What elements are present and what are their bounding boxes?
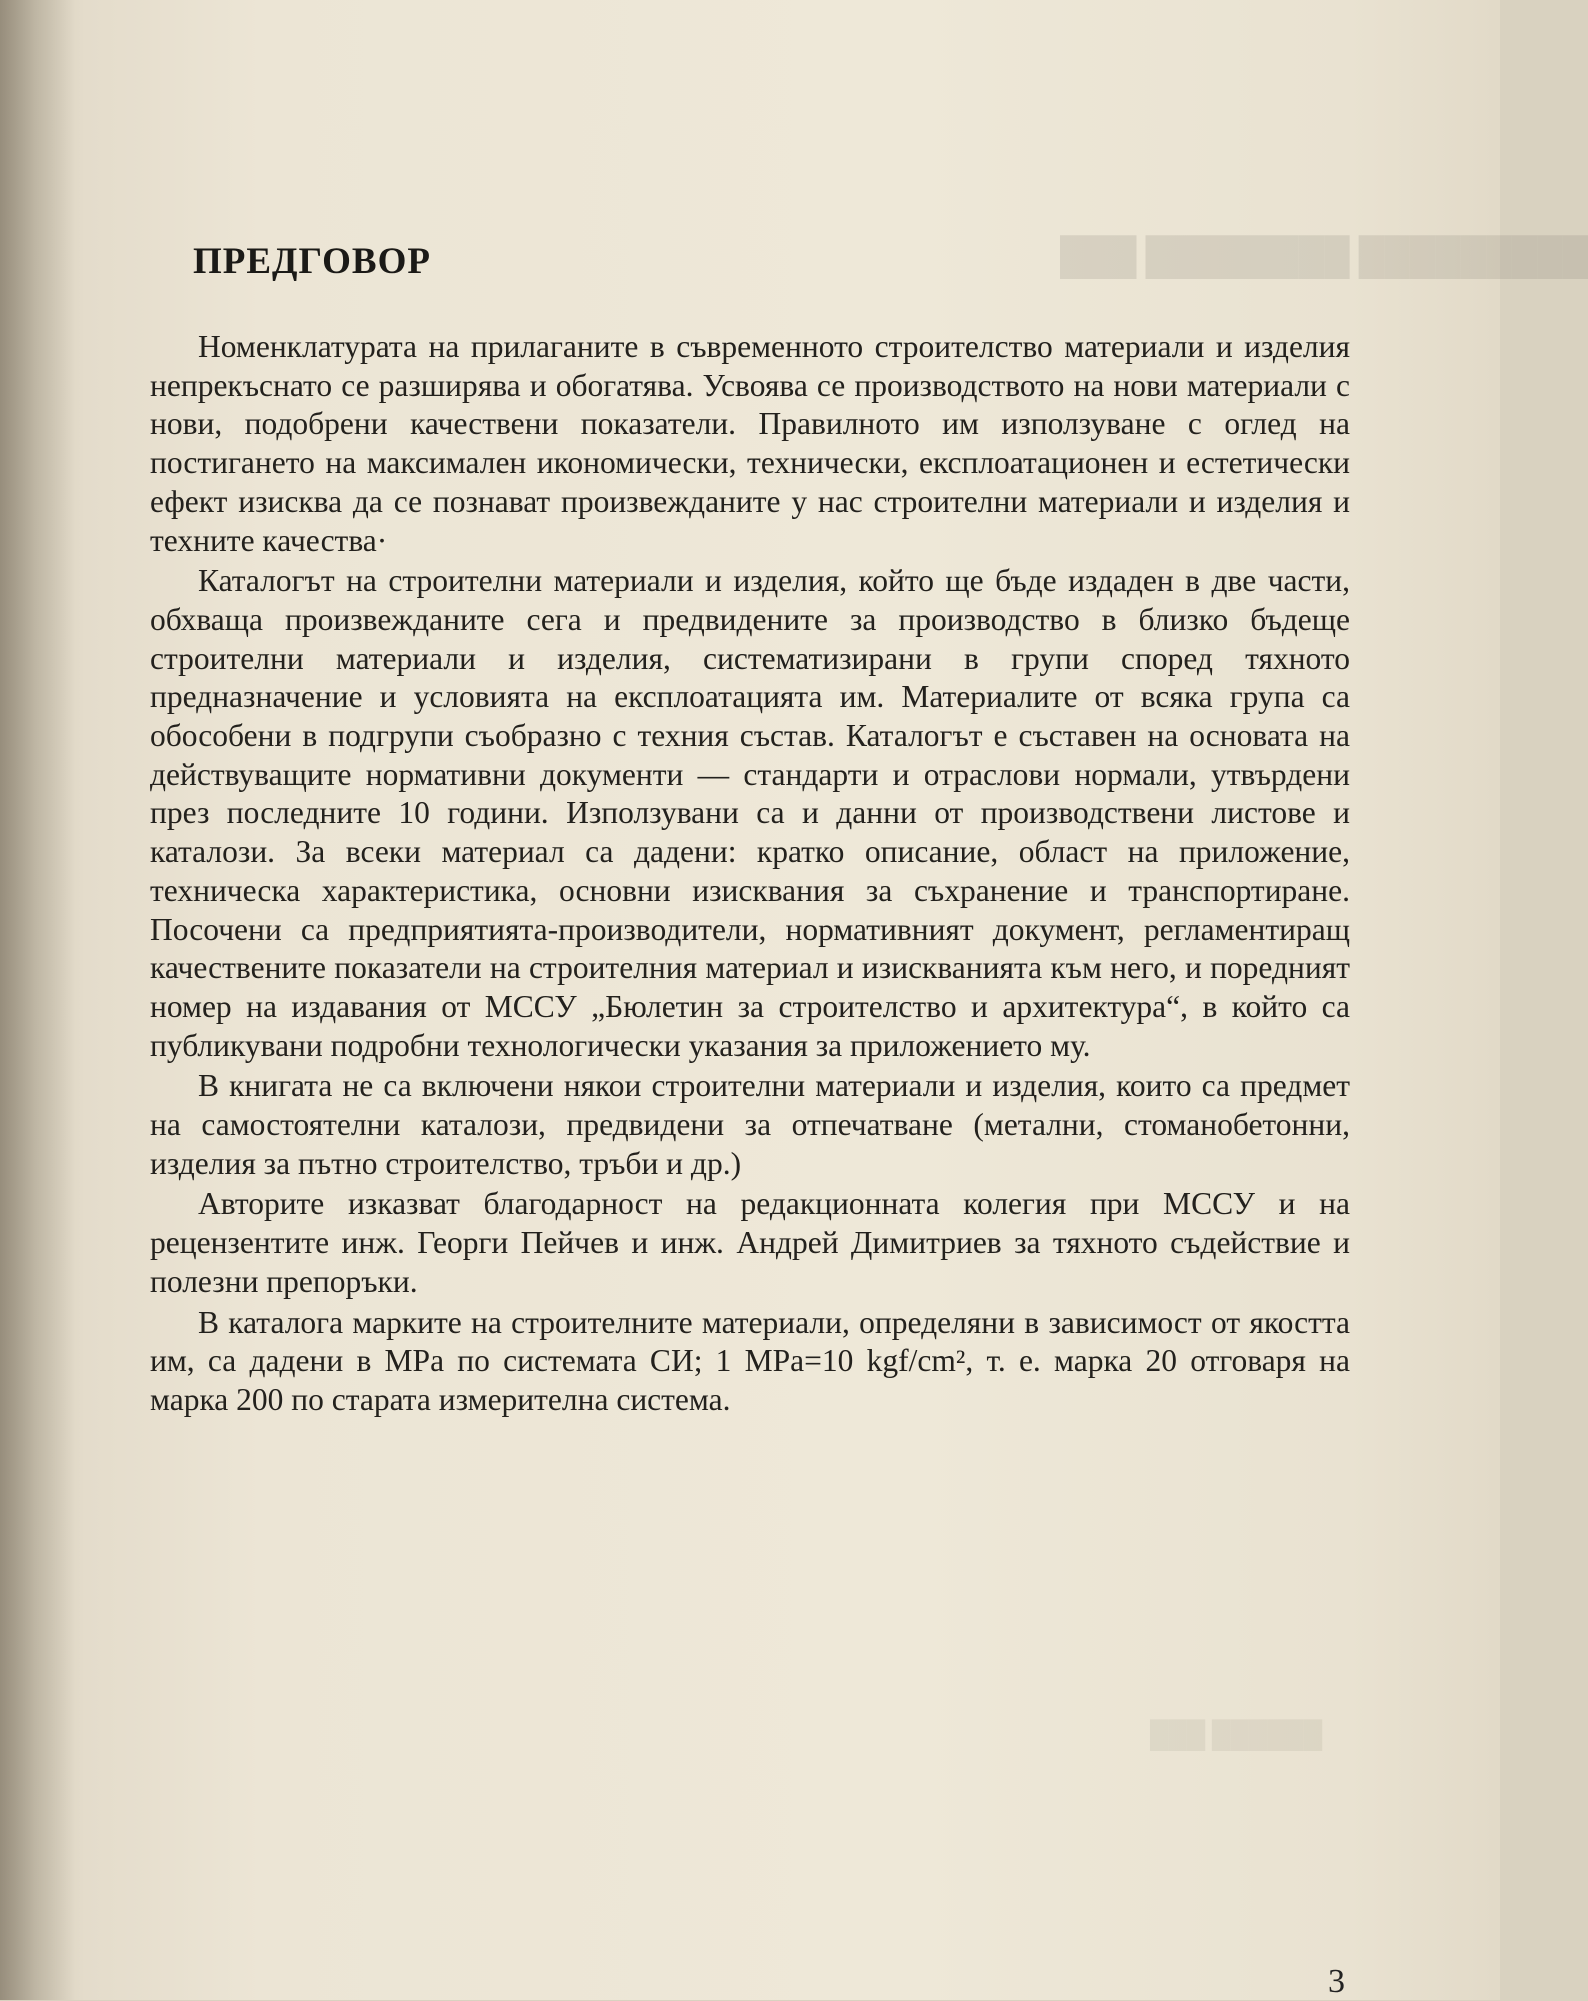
page-number: 3 [1328,1963,1345,2000]
preface-body [150,328,1350,1420]
show-through-text-lower: ██████ ███ [1150,1720,1323,1749]
paragraph-3: В книгата не са включени някои строителни материали и изделия, които са предмет на самостоятелни каталози, предвидени за отпечатване (метални, стоманобетонни, изделия за пътно строителство, тръби и др.) [150,1068,1350,1181]
paragraph-2: Каталогът на строителни материали и изделия, който ще бъде издаден в две части, обхваща произвежданите сега и предвидените за производство в близко бъдеще строителни материали и изделия, систематизирани в групи според тяхното предназначение и условията на експлоатацията им. Материалите от всяка група са обособени в подгрупи съобразно с техния състав. Каталогът е съставен на основата на действуващите нормативни документи — стандарти и отраслови нормали, утвърдени през последните 10 години. Използувани са и данни от производствени листове и каталози. За всеки материал са дадени: кратко описание, област на приложение, техническа характеристика, основни изисквания за съхранение и транспортиране. Посочени са предприятията-производители, нормативният документ, регламентиращ качествените показатели на строителния материал и изискванията към него, и поредният номер на издавания от МССУ „Бюлетин за строителство и архитектура“, в който са публикувани подробни технологически указания за приложението му. [150,563,1350,1063]
show-through-text: █████████ ████████ ███ [1060,236,1588,276]
paragraph-4: Авторите изказват благодарност на редакционната колегия при МССУ и на рецензентите инж. Георги Пейчев и инж. Андрей Димитриев за тяхното съдействие и полезни препоръки. [150,1186,1350,1299]
preface-heading: ПРЕДГОВОР [193,241,431,282]
paragraph-1: Номенклатурата на прилаганите в съвременното строителство материали и изделия непрекъснато се разширява и обогатява. Усвоява се производството на нови материали с нови, подобрени качествени показатели. Правилното им използуване с оглед на постигането на максимален икономически, технически, експлоатационен и естетически ефект изисква да се познават произвежданите у нас строителни материали и изделия и техните качества· [150,329,1350,558]
binding-shadow [0,0,75,2000]
paragraph-5: В каталога марките на строителните материали, определяни в зависимост от якостта им, са дадени в MPa по системата СИ; 1 MPa=10 kgf/cm², т. е. марка 20 отговаря на марка 200 по старата измерителна система. [150,1304,1350,1417]
